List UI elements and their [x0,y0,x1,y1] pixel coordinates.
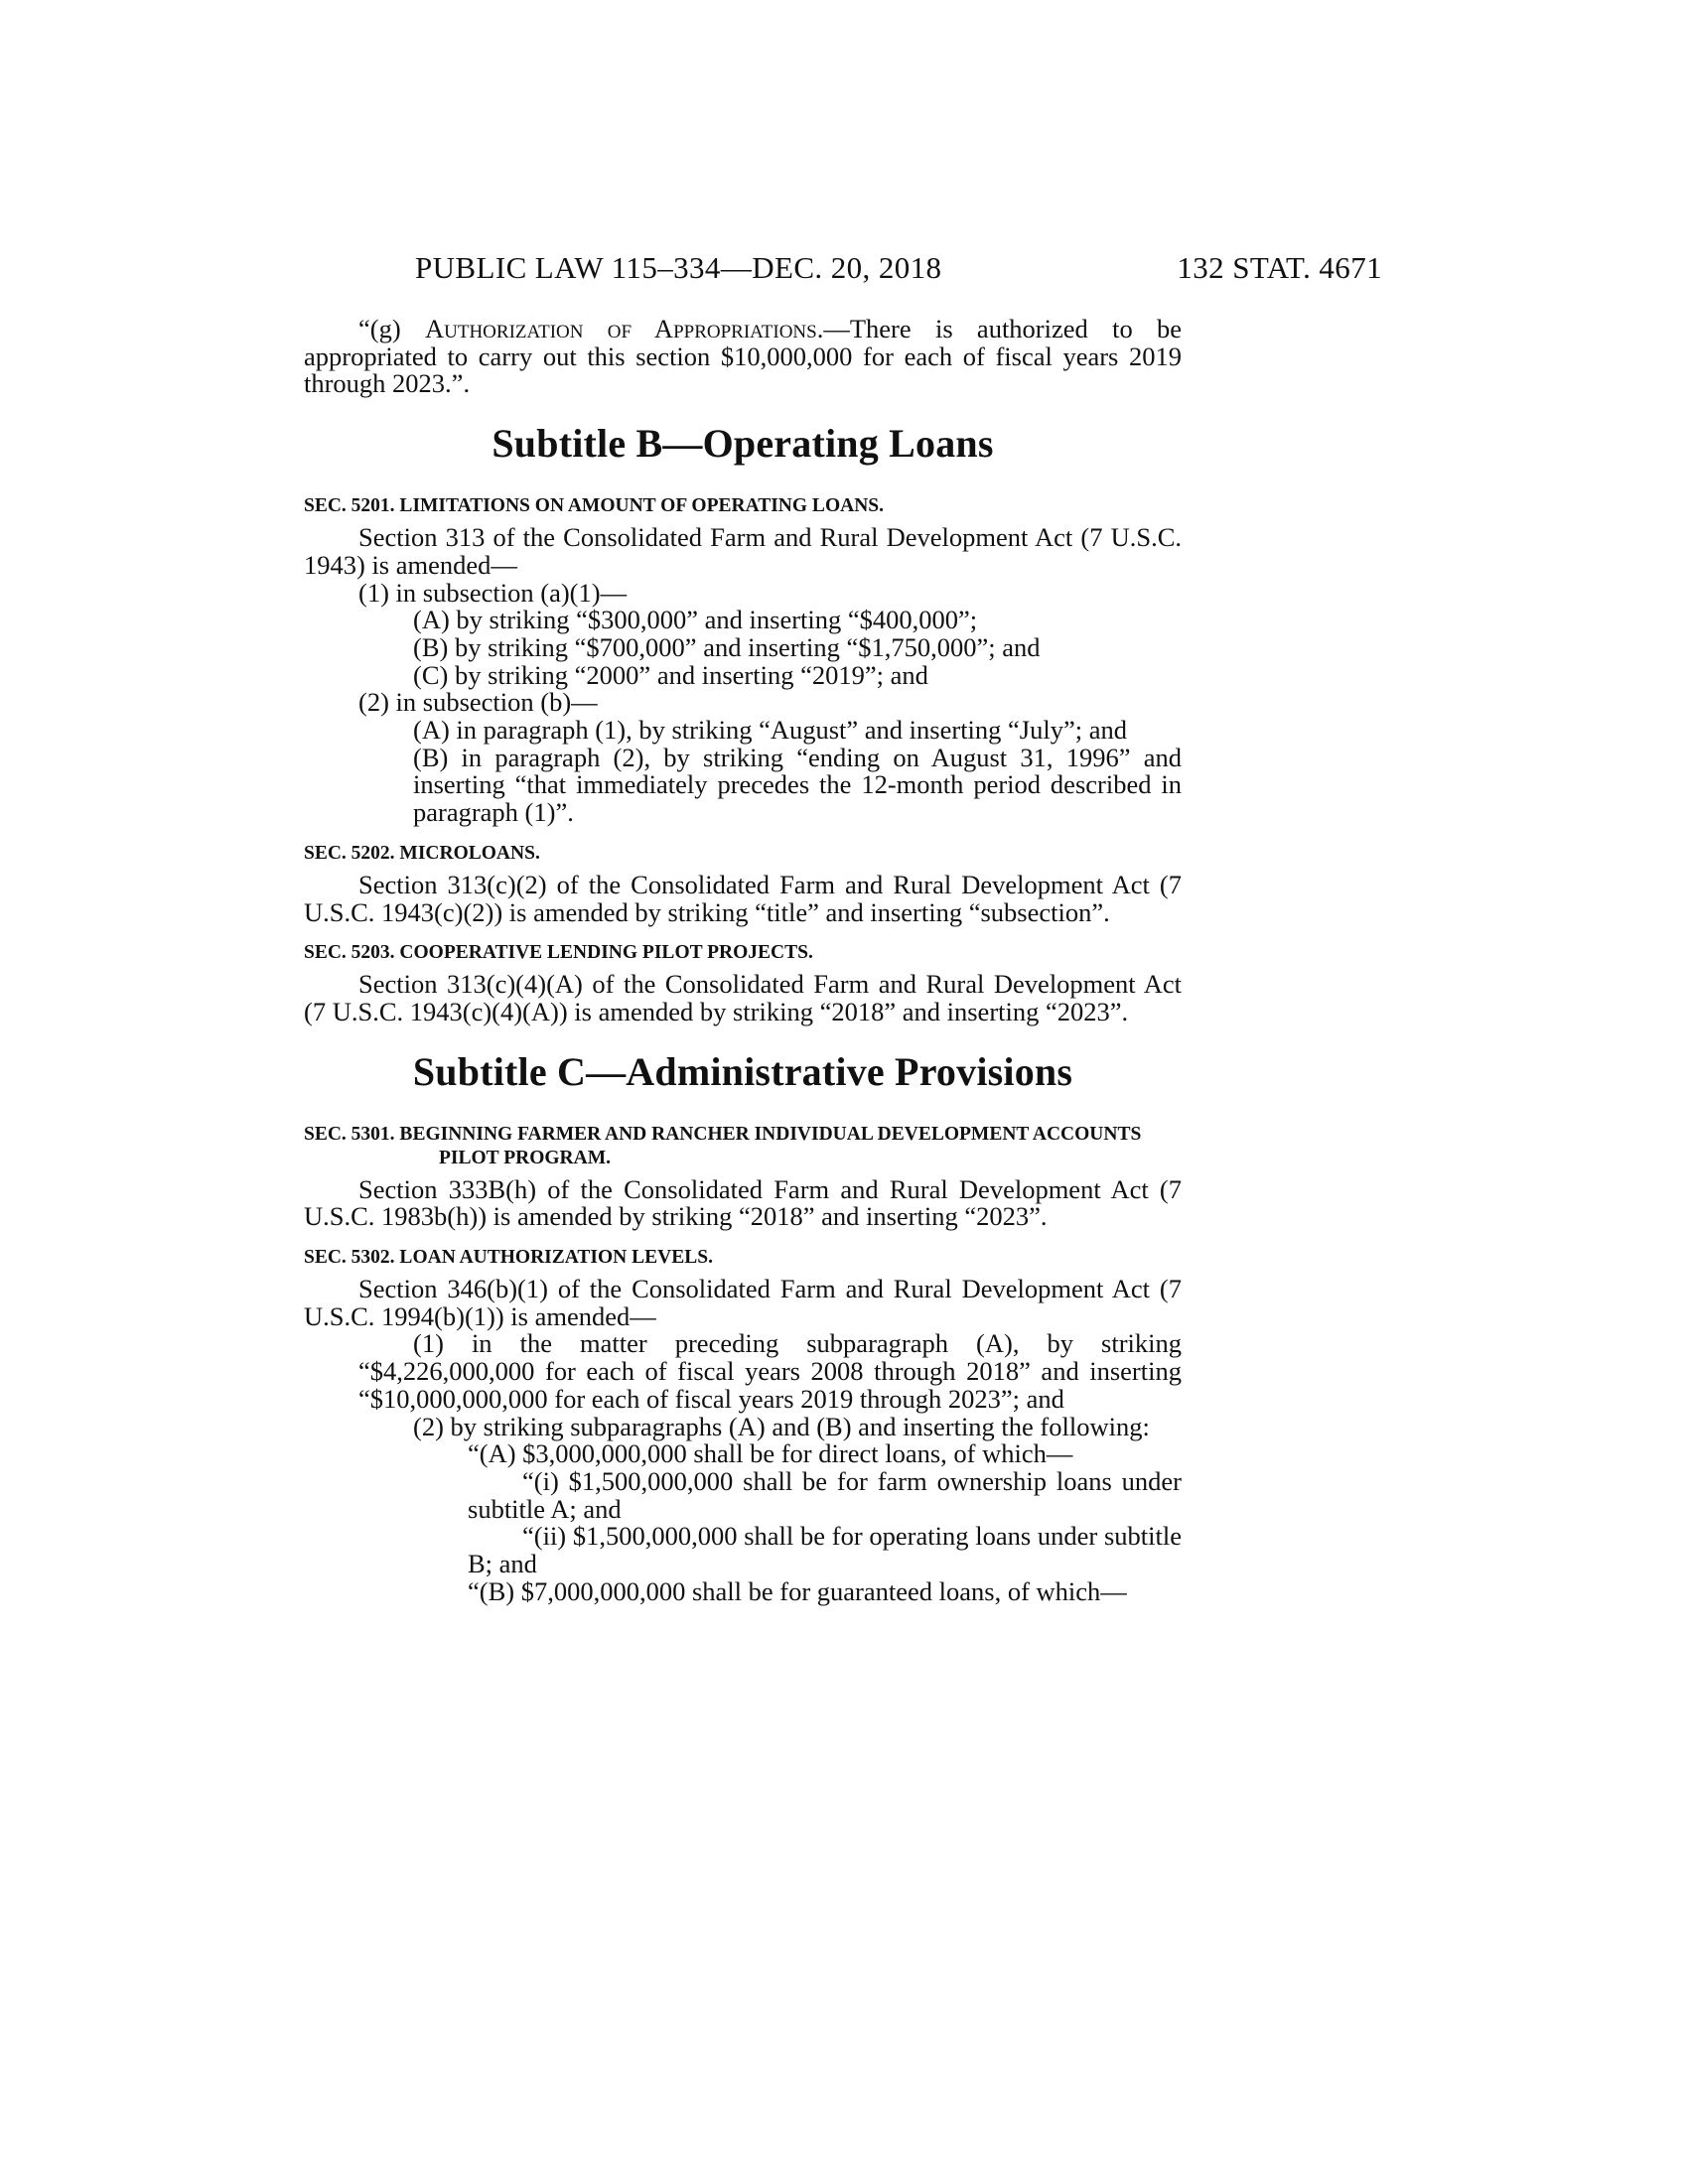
sec-5302-body: Section 346(b)(1) of the Consolidated Farm and Rural Development Act (7 U.S.C. 1994(b)(1)) is amended— [304,1274,1182,1331]
statute-page-number: 132 STAT. 4671 [1177,250,1382,285]
sec-5201-para-1b: (B) by striking “$700,000” and inserting “$1,750,000”; and [413,631,1041,662]
authorization-paragraph [304,316,1182,398]
running-head-title: PUBLIC LAW 115–334—DEC. 20, 2018 [415,250,942,285]
sec-5201-para-2a: (A) in paragraph (1), by striking “August” and inserting “July”; and [413,715,1127,746]
sec-5202-heading: SEC. 5202. MICROLOANS. [304,842,540,864]
sec-5201-para-1c: (C) by striking “2000” and inserting “2019”; and [413,659,928,690]
quoted-subpara-b: “(B) $7,000,000,000 shall be for guaranteed loans, of which— [468,1575,1127,1606]
sec-5301-heading: SEC. 5301. BEGINNING FARMER AND RANCHER INDIVIDUAL DEVELOPMENT ACCOUNTS PILOT PROGRAM. [304,1123,1142,1168]
authorization-open: “(g) [358,314,425,343]
page-body [304,316,1182,1606]
sec-5201-heading: SEC. 5201. LIMITATIONS ON AMOUNT OF OPERATING LOANS. [304,495,884,517]
sec-5201-para-2: (2) in subsection (b)— [358,687,598,718]
sec-5302-heading: SEC. 5302. LOAN AUTHORIZATION LEVELS. [304,1247,713,1269]
sec-5201-body: Section 313 of the Consolidated Farm and Rural Development Act (7 U.S.C. 1943) is amended— [304,522,1182,580]
subtitle-c-heading: Subtitle C—Administrative Provisions [412,1048,1073,1094]
quoted-clause-a-ii: “(ii) $1,500,000,000 shall be for operating loans under subtitle B; and [468,1521,1182,1579]
quoted-clause-a-i: “(i) $1,500,000,000 shall be for farm ownership loans under subtitle A; and [468,1465,1182,1524]
sec-5201-para-1: (1) in subsection (a)(1)— [358,577,628,608]
sec-5201-para-1a: (A) by striking “$300,000” and inserting “$400,000”; [413,605,978,635]
sec-5203-heading: SEC. 5203. COOPERATIVE LENDING PILOT PROJECTS. [304,942,813,964]
running-head [298,250,1382,290]
authorization-text: .—There is authorized to be appropriated to carry out this section $10,000,000 for each of fiscal years 2019 through 2023.”. [304,314,1183,399]
quoted-subpara-a: “(A) $3,000,000,000 shall be for direct loans, of which— [468,1438,1073,1469]
sec-5302-para-2: (2) by striking subparagraphs (A) and (B) and inserting the following: [413,1411,1150,1441]
sec-5201-para-2b: (B) in paragraph (2), by striking “ending on August 31, 1996” and inserting “that immediately precedes the 12-month period described in paragraph (1)”. [413,742,1182,828]
sec-5302-para-1: (1) in the matter preceding subparagraph (A), by striking “$4,226,000,000 for each of fiscal years 2008 through 2018” and inserting “$10,000,000,000 for each of fiscal years 2019 through 2023”; and [358,1328,1182,1414]
sec-5202-body: Section 313(c)(2) of the Consolidated Farm and Rural Development Act (7 U.S.C. 1943(c)(2)) is amended by striking “title” and inserting “subsection”. [304,869,1182,927]
sec-5203-body: Section 313(c)(4)(A) of the Consolidated Farm and Rural Development Act (7 U.S.C. 1943(c)(4)(A)) is amended by striking “2018” and inserting “2023”. [304,969,1182,1026]
authorization-caps-heading: Authorization of Appropriations [424,314,817,343]
subtitle-b-heading: Subtitle B—Operating Loans [492,421,994,467]
sec-5301-body: Section 333B(h) of the Consolidated Farm and Rural Development Act (7 U.S.C. 1983b(h)) is amended by striking “2018” and inserting “2023”. [304,1173,1182,1232]
